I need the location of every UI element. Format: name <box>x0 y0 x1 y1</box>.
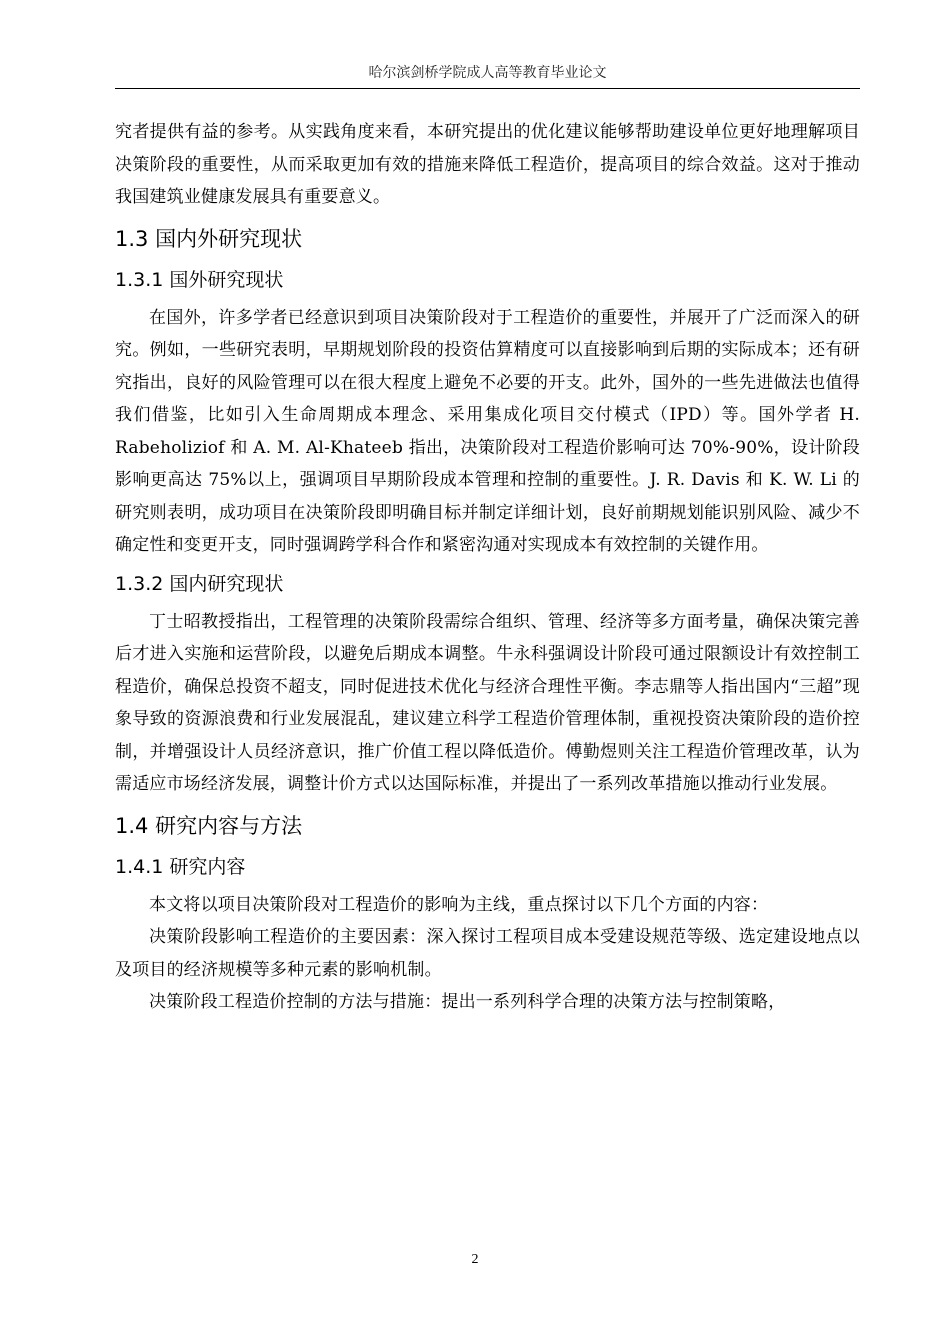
subsection-heading-1-4-1: 1.4.1 研究内容 <box>115 855 246 878</box>
paragraph-methods: 决策阶段工程造价控制的方法与措施：提出一系列科学合理的决策方法与控制策略， <box>149 992 786 1012</box>
subsection-heading-1-3-1: 1.3.1 国外研究现状 <box>115 268 284 291</box>
section-heading-1-4: 1.4 研究内容与方法 <box>115 813 303 838</box>
page-number: 2 <box>471 1252 479 1267</box>
paragraph-intro: 究者提供有益的参考。从实践角度来看，本研究提出的优化建议能够帮助建设单位更好地理解项目决策阶段的重要性，从而采取更加有效的措施来降低工程造价，提高项目的综合效益。这对于推动我国建筑业健康发展具有重要意义。 <box>115 122 860 207</box>
section-heading-1-3: 1.3 国内外研究现状 <box>115 226 303 251</box>
header-divider <box>115 88 860 89</box>
paragraph-factors: 决策阶段影响工程造价的主要因素：深入探讨工程项目成本受建设规范等级、选定建设地点以及项目的经济规模等多种元素的影响机制。 <box>115 927 860 980</box>
page-header: 哈尔滨剑桥学院成人高等教育毕业论文 <box>368 65 607 81</box>
paragraph-content-intro: 本文将以项目决策阶段对工程造价的影响为主线，重点探讨以下几个方面的内容： <box>149 894 769 915</box>
paragraph-domestic-research: 丁士昭教授指出，工程管理的决策阶段需综合组织、管理、经济等多方面考量，确保决策完善后才进入实施和运营阶段，以避免后期成本调整。牛永科强调设计阶段可通过限额设计有效控制工程造价，确保总投资不超支，同时促进技术优化与经济合理性平衡。李志鼎等人指出国内“三超”现象导致的资源浪费和行业发展混乱，建议建立科学工程造价管理体制，重视投资决策阶段的造价控制，并增强设计人员经济意识，推广价值工程以降低造价。傅勤煜则关注工程造价管理改革，认为需适应市场经济发展，调整计价方式以达国际标准，并提出了一系列改革措施以推动行业发展。 <box>115 611 860 794</box>
subsection-heading-1-3-2: 1.3.2 国内研究现状 <box>115 572 284 595</box>
document-body <box>115 116 860 1019</box>
paragraph-foreign-research: 在国外，许多学者已经意识到项目决策阶段对于工程造价的重要性，并展开了广泛而深入的研究。例如，一些研究表明，早期规划阶段的投资估算精度可以直接影响到后期的实际成本；还有研究指出，良好的风险管理可以在很大程度上避免不必要的开支。此外，国外的一些先进做法也值得我们借鉴，比如引入生命周期成本理念、采用集成化项目交付模式（IPD）等。国外学者 H. Rabeholiziof 和 A. M. Al-Khateeb 指出，决策阶段对工程造价影响可达 70%-90%，设计阶段影响更高达 75%以上，强调项目早期阶段成本管理和控制的重要性。J. R. Davis 和 K. W. Li 的研究则表明，成功项目在决策阶段即明确目标并制定详细计划，良好前期规划能识别风险、减少不确定性和变更开支，同时强调跨学科合作和紧密沟通对实现成本有效控制的关键作用。 <box>115 307 860 555</box>
